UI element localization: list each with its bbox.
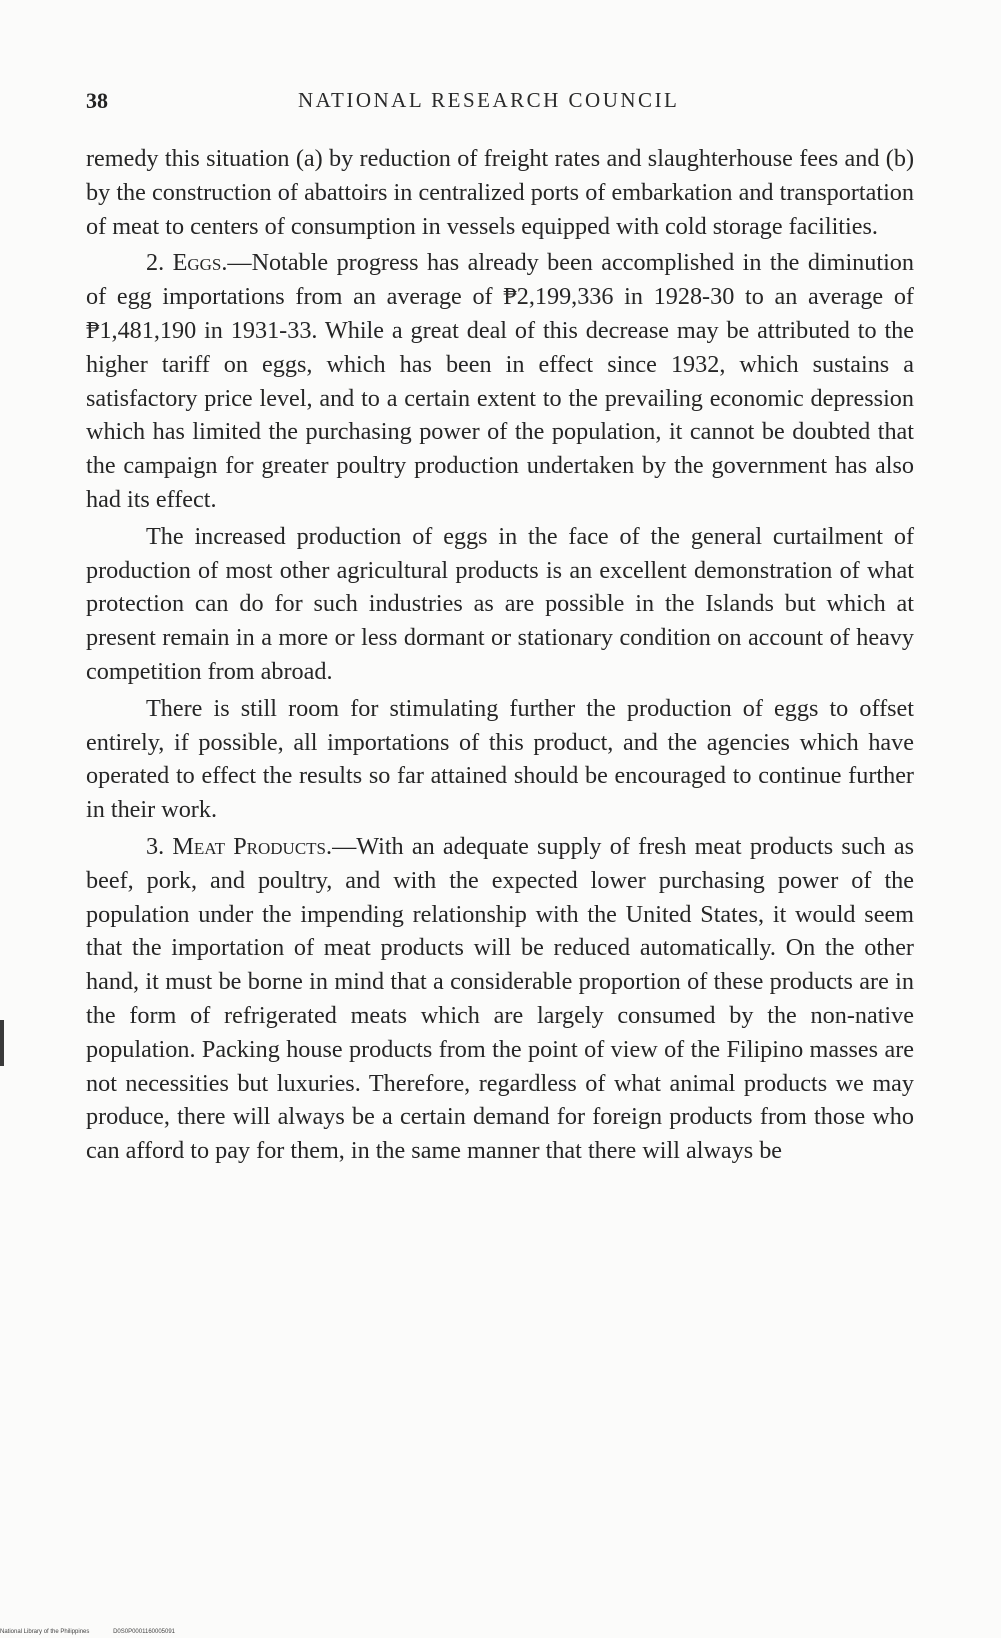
paragraph-text: .—Notable progress has already been accomplished in the diminution of egg importations from an average of ₱2,199,336 in 1928-30 to an average of ₱1,481,190 in 1931-33. While a great deal of this decrease may be attributed to the higher tariff on eggs, which has been in effect since 1932, which sustains a satisfactory price level, and to a certain extent to the prevailing economic depression which has limited the purchasing power of the population, it cannot be doubted that the campaign for greater poultry production undertaken by the government has also had its effect. xyxy=(86,249,914,513)
running-head: NATIONAL RESEARCH COUNCIL xyxy=(298,88,680,112)
paragraph-text: .—With an adequate supply of fresh meat products such as beef, pork, and poultry, and with the expected lower purchasing power of the population under the impending relationship with the United States, it would seem that the importation of meat products will be reduced automatically. On the other hand, it must be borne in mind that a considerable proportion of these products are in the form of refrigerated meats which are largely consumed by the non-native population. Packing house products from the point of view of the Filipino masses are not necessities but luxuries. Therefore, regardless of what animal products we may produce, there will always be a certain demand for foreign products from those who can afford to pay for them, in the same manner that there will always be xyxy=(86,832,915,1165)
paragraph-text: remedy this situation (a) by reduction of freight rates and slaughterhouse fees and (b) by the construction of abattoirs in centralized ports of embarkation and transportation of meat to centers of consumption in vessels equipped with cold storage facilities. xyxy=(86,145,914,240)
page-number: 38 xyxy=(86,88,108,113)
paragraph-text: The increased production of eggs in the face of the general curtailment of production of most other agricultural products is an excellent demonstration of what protection can do for such industries as are possible in the Islands but which at present remain in a more or less dormant or stationary condition on account of heavy competition from abroad. xyxy=(86,522,914,685)
paragraph-eggs xyxy=(86,246,914,516)
library-credit: National Library of the Philippines xyxy=(0,1629,90,1635)
section-heading-eggs: Eggs xyxy=(172,249,222,277)
section-heading-meat-products: Meat Products xyxy=(172,832,327,860)
paragraph-continued xyxy=(86,142,914,243)
scan-edge-mark xyxy=(0,1020,4,1066)
paragraph-meat-products xyxy=(86,830,914,1168)
scan-footer xyxy=(0,1629,175,1635)
paragraph-increased-production xyxy=(86,520,914,689)
body-text xyxy=(86,142,914,1168)
paragraph-still-room xyxy=(86,692,914,827)
paragraph-text: There is still room for stimulating further the production of eggs to offset entirely, if possible, all importations of this product, and the agencies which have operated to effect the results so far attained should be encouraged to continue further in their work. xyxy=(86,694,914,824)
section-number: 3. xyxy=(146,832,173,860)
section-number: 2. xyxy=(146,249,173,277)
scan-code: D0S0P0001160005091 xyxy=(113,1629,176,1635)
page-header xyxy=(86,84,916,120)
